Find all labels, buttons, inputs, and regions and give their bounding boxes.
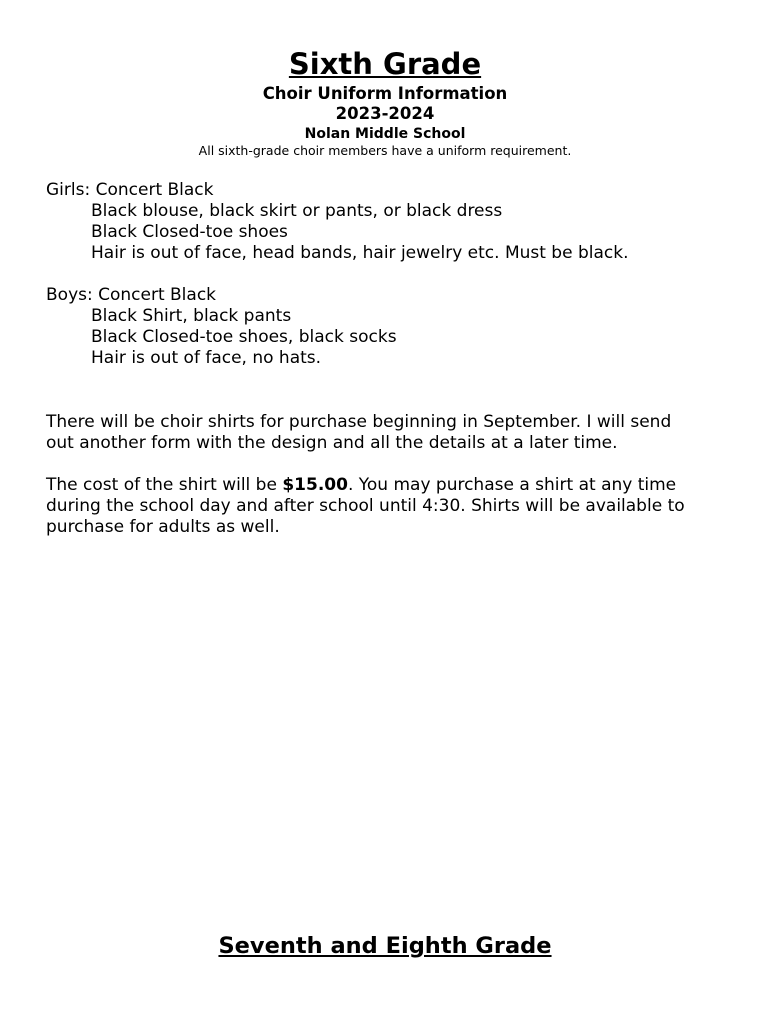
cost-value: $15.00: [282, 475, 348, 495]
shirts-paragraph-line: out another form with the design and all the details at a later time.: [46, 433, 618, 453]
girls-item: Black Closed-toe shoes: [91, 222, 288, 242]
boys-item: Hair is out of face, no hats.: [91, 348, 322, 368]
school-year: 2023-2024: [335, 104, 435, 123]
boys-item: Black Closed-toe shoes, black socks: [91, 327, 397, 347]
subtitle: Choir Uniform Information: [262, 84, 508, 103]
boys-item: Black Shirt, black pants: [91, 306, 292, 326]
shirts-paragraph-line: There will be choir shirts for purchase beginning in September. I will send: [46, 412, 672, 432]
cost-paragraph-line: purchase for adults as well.: [46, 517, 280, 537]
requirement-note: All sixth-grade choir members have a uniform requirement.: [198, 143, 572, 158]
school-name: Nolan Middle School: [304, 126, 466, 142]
cost-paragraph-line: during the school day and after school until 4:30. Shirts will be available to: [46, 496, 685, 516]
girls-heading: Girls: Concert Black: [46, 180, 214, 200]
cost-prefix: The cost of the shirt will be: [46, 475, 283, 495]
boys-heading: Boys: Concert Black: [46, 285, 217, 305]
cost-line: [46, 475, 676, 496]
girls-item: Black blouse, black skirt or pants, or black dress: [91, 201, 503, 221]
cost-suffix: . You may purchase a shirt at any time: [347, 475, 677, 495]
girls-item: Hair is out of face, head bands, hair jewelry etc. Must be black.: [91, 243, 629, 263]
page-title: Sixth Grade: [288, 47, 482, 81]
seventh-eighth-grade-title: Seventh and Eighth Grade: [218, 933, 552, 959]
